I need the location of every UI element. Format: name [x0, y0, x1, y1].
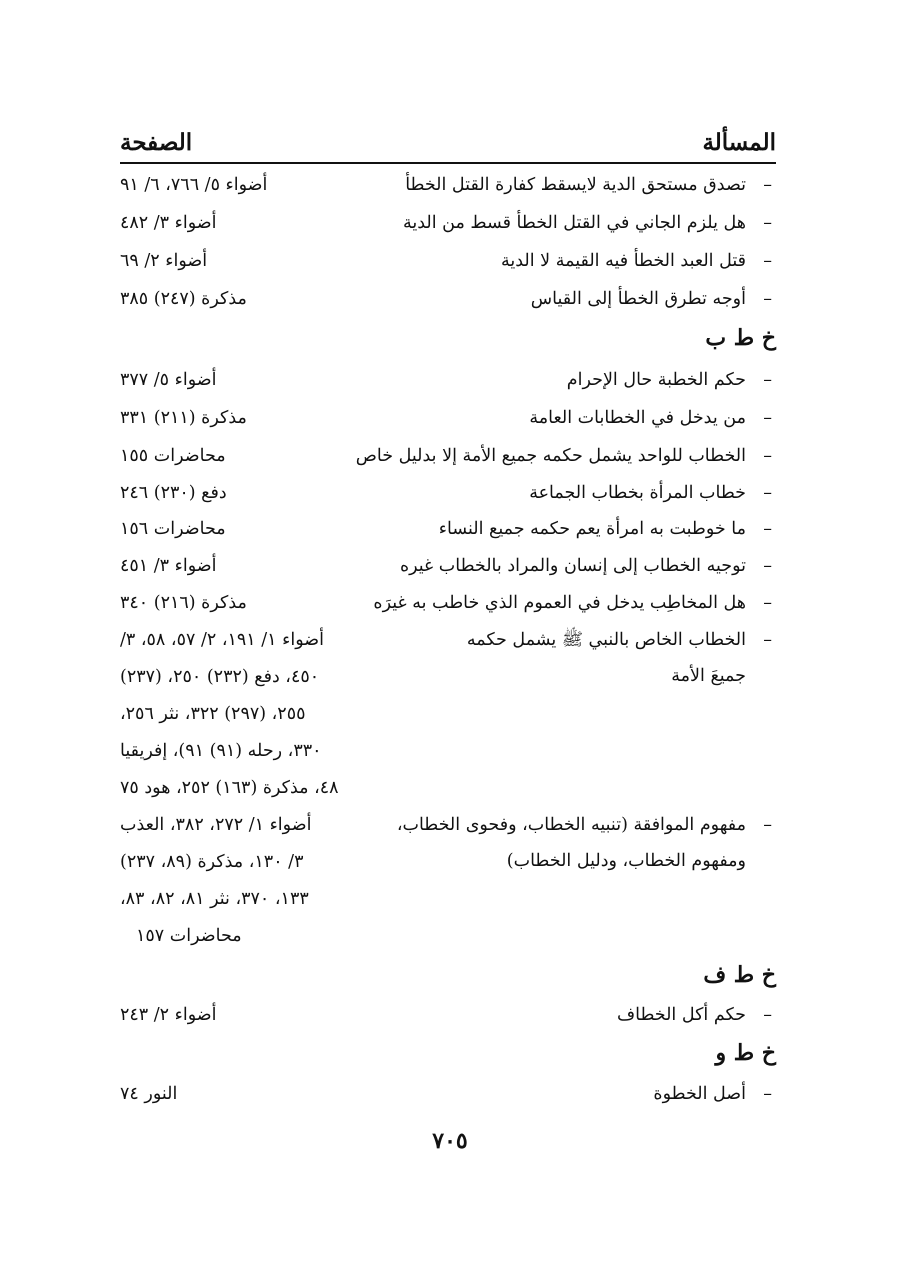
- entry-reference: محاضرات ١٥٥: [120, 446, 226, 466]
- entry-reference-continued: ٢٥٥، (٢٩٧) ٣٢٢، نثر ٢٥٦،: [120, 704, 306, 724]
- entry-topic: توجيه الخطاب إلى إنسان والمراد بالخطاب غيره: [399, 556, 746, 576]
- entry-reference-continued: ١٣٣، ٣٧٠، نثر ٨١، ٨٢، ٨٣،: [120, 889, 309, 909]
- entry-reference: أضواء ٣/ ٤٨٢: [120, 213, 217, 233]
- page-column-title: الصفحة: [120, 129, 193, 156]
- entry-reference: أضواء ٥/ ٧٦٦، ٦/ ٩١: [120, 175, 268, 195]
- entry-reference: أضواء ٢/ ٦٩: [120, 251, 208, 271]
- entry-topic: تصدق مستحق الدية لايسقط كفارة القتل الخطأ: [405, 175, 746, 195]
- entry-dash: –: [763, 446, 772, 466]
- entry-dash: –: [763, 251, 772, 271]
- entry-topic: مفهوم الموافقة (تنبيه الخطاب، وفحوى الخطاب،: [396, 815, 746, 835]
- page-number: ٧٠٥: [432, 1128, 468, 1154]
- entry-topic: أصل الخطوة: [653, 1084, 746, 1104]
- entry-reference: أضواء ١/ ١٩١، ٢/ ٥٧، ٥٨، ٣/: [120, 630, 324, 650]
- entry-reference: مذكرة (٢١٦) ٣٤٠: [120, 593, 247, 613]
- entry-topic: الخطاب للواحد يشمل حكمه جميع الأمة إلا بدليل خاص: [355, 446, 746, 466]
- entry-topic: أوجه تطرق الخطأ إلى القياس: [530, 289, 746, 309]
- entry-topic: خطاب المرأة بخطاب الجماعة: [529, 483, 746, 503]
- entry-topic-continued: جميعَ الأمة: [671, 666, 746, 686]
- entry-reference-continued: ٣٣٠، رحله (٩١) ٩١)، إفريقيا: [120, 741, 322, 761]
- entry-dash: –: [763, 1005, 772, 1025]
- entry-reference-continued: ٤٨، مذكرة (١٦٣) ٢٥٢، هود ٧٥: [120, 778, 339, 798]
- entry-dash: –: [763, 1084, 772, 1104]
- entry-dash: –: [763, 408, 772, 428]
- entry-reference: مذكرة (٢١١) ٣٣١: [120, 408, 247, 428]
- entry-reference: محاضرات ١٥٦: [120, 519, 226, 539]
- root-heading: خ ط ف: [703, 962, 776, 988]
- entry-topic: حكم الخطبة حال الإحرام: [566, 370, 746, 390]
- entry-topic-continued: ومفهوم الخطاب، ودليل الخطاب): [506, 851, 746, 871]
- entry-reference: دفع (٢٣٠) ٢٤٦: [120, 483, 227, 503]
- entry-reference: أضواء ٥/ ٣٧٧: [120, 370, 217, 390]
- entry-dash: –: [763, 289, 772, 309]
- root-heading: خ ط ب: [705, 325, 776, 351]
- entry-reference: أضواء ١/ ٢٧٢، ٣٨٢، العذب: [120, 815, 312, 835]
- entry-reference: مذكرة (٢٤٧) ٣٨٥: [120, 289, 247, 309]
- entry-dash: –: [763, 815, 772, 835]
- issue-column-title: المسألة: [702, 129, 776, 156]
- entry-dash: –: [763, 175, 772, 195]
- entry-reference-continued: محاضرات ١٥٧: [136, 926, 242, 946]
- entry-reference: أضواء ٣/ ٤٥١: [120, 556, 217, 576]
- entry-topic: هل المخاطِب يدخل في العموم الذي خاطب به غيرَه: [373, 593, 746, 613]
- entry-topic: من يدخل في الخطابات العامة: [529, 408, 746, 428]
- entry-topic: ما خوطبت به امرأة يعم حكمه جميع النساء: [438, 519, 746, 539]
- entry-dash: –: [763, 630, 772, 650]
- entry-dash: –: [763, 556, 772, 576]
- entry-topic: حكم أكل الخطاف: [616, 1005, 746, 1025]
- entry-dash: –: [763, 370, 772, 390]
- entry-topic: قتل العبد الخطأ فيه القيمة لا الدية: [500, 251, 746, 271]
- root-heading: خ ط و: [715, 1040, 776, 1066]
- entry-reference-continued: ٣/ ١٣٠، مذكرة (٨٩، ٢٣٧): [120, 852, 304, 872]
- entry-dash: –: [763, 483, 772, 503]
- entry-topic: هل يلزم الجاني في القتل الخطأ قسط من الدية: [402, 213, 746, 233]
- entry-dash: –: [763, 519, 772, 539]
- entry-dash: –: [763, 593, 772, 613]
- column-header: [120, 122, 776, 164]
- entry-topic: الخطاب الخاص بالنبي ﷺ يشمل حكمه: [466, 630, 746, 650]
- entry-reference: النور ٧٤: [120, 1084, 178, 1104]
- entry-reference: أضواء ٢/ ٢٤٣: [120, 1005, 217, 1025]
- entry-dash: –: [763, 213, 772, 233]
- entry-reference-continued: ٤٥٠، دفع (٢٣٢) ٢٥٠، (٢٣٧): [120, 667, 320, 687]
